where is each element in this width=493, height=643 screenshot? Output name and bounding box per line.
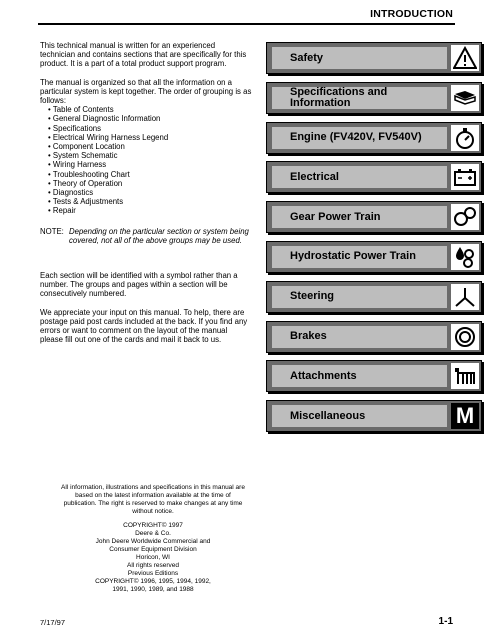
grouping-list-item: • Diagnostics [48, 188, 252, 197]
section-label: Steering [272, 286, 447, 308]
grouping-list-item: • Electrical Wiring Harness Legend [48, 133, 252, 142]
copyright-line: John Deere Worldwide Commercial and [95, 538, 211, 545]
grouping-list-item: • Tests & Adjustments [48, 197, 252, 206]
hydraulic-gears-icon [451, 244, 479, 270]
section-hydrostatic-power-train[interactable] [266, 241, 482, 273]
symbols-paragraph: Each section will be identified with a symbol rather than a number. The groups and pages within a section will be consecutively numbered. [40, 271, 238, 299]
header-title: INTRODUCTION [370, 8, 453, 20]
grouping-list-item: • System Schematic [48, 151, 252, 160]
copyright-line: 1991, 1990, 1989, and 1988 [112, 586, 194, 593]
section-label: Hydrostatic Power Train [272, 246, 447, 268]
warning-triangle-icon [451, 45, 479, 71]
section-brakes[interactable] [266, 321, 482, 353]
section-engine[interactable] [266, 122, 482, 154]
grouping-list [48, 105, 252, 215]
copyright-line: Previous Editions [127, 570, 179, 577]
section-index [266, 42, 482, 440]
copyright-line: Horicon, WI [136, 554, 170, 561]
note-block [40, 227, 252, 245]
section-gear-power-train[interactable] [266, 201, 482, 233]
battery-icon [451, 164, 479, 190]
note-label: NOTE: [40, 226, 64, 236]
grouping-list-item: • General Diagnostic Information [48, 114, 252, 123]
copyright-line: COPYRIGHT© 1996, 1995, 1994, 1992, [95, 578, 211, 585]
grouping-list-item: • Table of Contents [48, 105, 252, 114]
section-safety[interactable] [266, 42, 482, 74]
page-number: 1-1 [438, 616, 453, 627]
open-book-icon [451, 85, 479, 111]
section-label: Brakes [272, 326, 447, 348]
grouping-list-item: • Repair [48, 206, 252, 215]
grouping-list-item: • Theory of Operation [48, 179, 252, 188]
disclaimer-text: All information, illustrations and specifications in this manual are based on the latest information available at the time of publication. The right is reserved to make changes at any time without notice. [61, 484, 245, 515]
section-steering[interactable] [266, 281, 482, 313]
section-label: Electrical [272, 166, 447, 188]
steering-icon [451, 284, 479, 310]
publication-notice [60, 484, 246, 594]
section-miscellaneous[interactable] [266, 400, 482, 432]
copyright-line: COPYRIGHT© 1997 [123, 522, 183, 529]
feedback-paragraph: We appreciate your input on this manual. To help, there are postage paid post cards included at the back. If you find any errors or want to comment on the layout of the manual please fill out one of the cards and mail it back to us. [40, 307, 248, 345]
section-attachments[interactable] [266, 360, 482, 392]
grouping-list-item: • Wiring Harness [48, 160, 252, 169]
section-label: Safety [272, 47, 447, 69]
note-text: Depending on the particular section or system being covered, not all of the above groups may be used. [69, 226, 249, 245]
mower-deck-icon [451, 363, 479, 389]
section-label: Gear Power Train [272, 206, 447, 228]
intro-paragraph: This technical manual is written for an experienced technician and contains sections that are specifically for this product. It is a part of a total product support program. [40, 41, 247, 69]
gears-icon [451, 204, 479, 230]
section-specifications[interactable] [266, 82, 482, 114]
copyright-line: Consumer Equipment Division [109, 546, 197, 553]
header-rule [38, 23, 455, 25]
section-label: Specifications and Information [272, 87, 447, 109]
copyright-line: Deere & Co. [135, 530, 171, 537]
grouping-list-item: • Specifications [48, 124, 252, 133]
letter-m-icon: M [451, 403, 479, 429]
engine-piston-icon [451, 125, 479, 151]
intro-column [40, 41, 252, 344]
section-label: Miscellaneous [272, 405, 447, 427]
organization-paragraph: The manual is organized so that all the information on a particular system is kept together. The order of grouping is as follows: [40, 77, 252, 106]
copyright-block [60, 522, 246, 594]
section-label: Attachments [272, 365, 447, 387]
section-label: Engine (FV420V, FV540V) [272, 127, 447, 149]
grouping-list-item: • Troubleshooting Chart [48, 170, 252, 179]
brake-disc-icon [451, 324, 479, 350]
footer-date: 7/17/97 [40, 618, 66, 627]
copyright-line: All rights reserved [126, 562, 180, 569]
section-electrical[interactable] [266, 161, 482, 193]
grouping-list-item: • Component Location [48, 142, 252, 151]
